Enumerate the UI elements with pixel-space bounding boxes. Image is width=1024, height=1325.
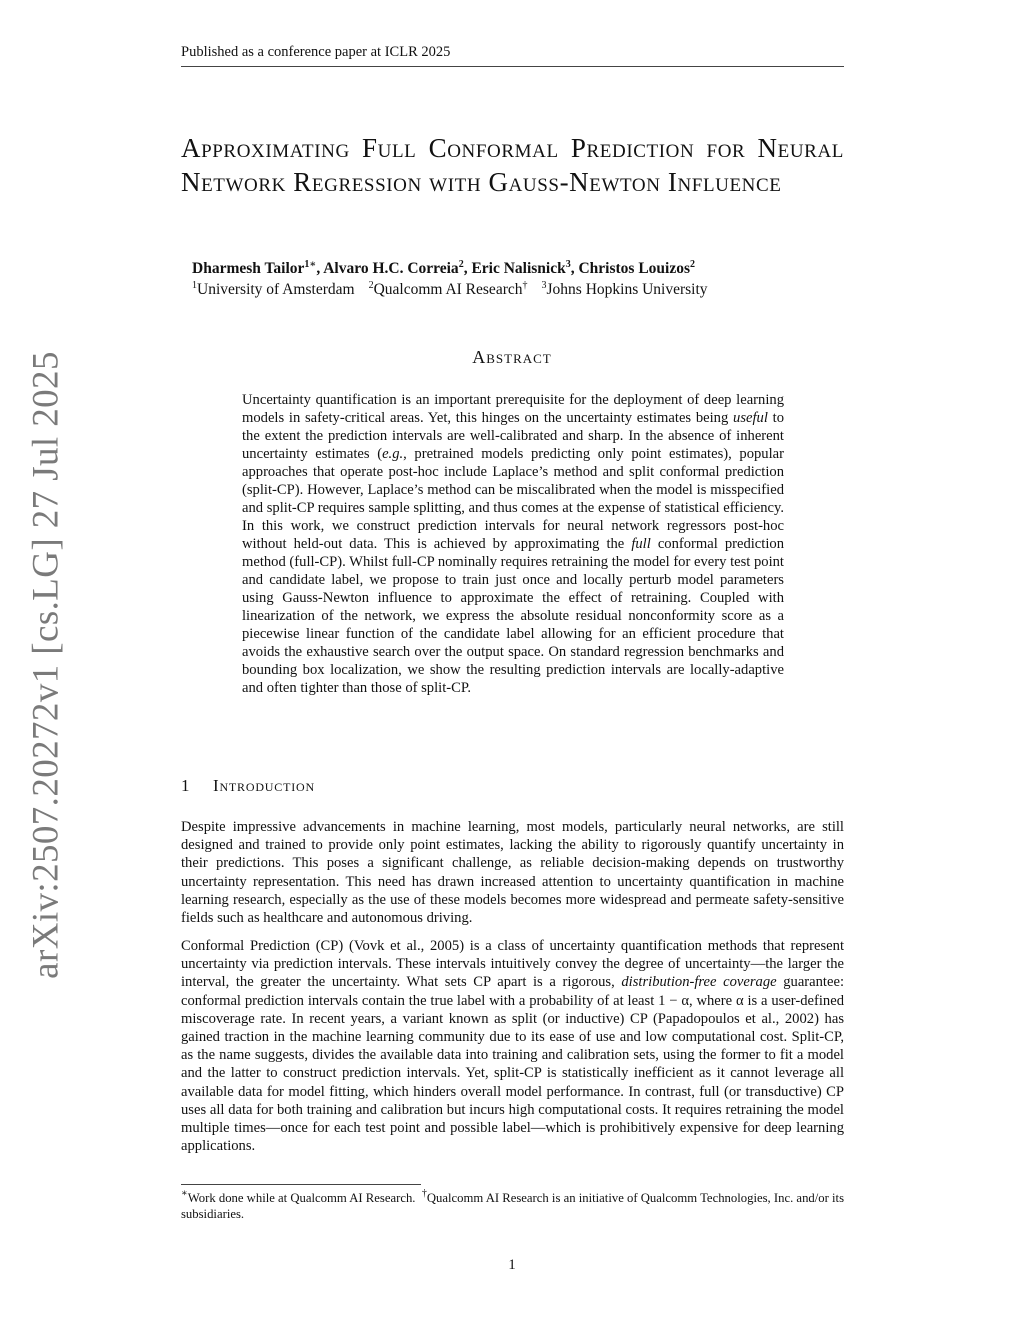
author-name: Christos Louizos — [578, 260, 691, 277]
abstract-emphasis: full — [631, 536, 651, 552]
intro-paragraph-1: Despite impressive advancements in machine learning, most models, particularly neural networks, are still designed and trained to provide only point estimates, lacking the ability to rigorously quantify uncertainty in their predictions. This poses a significant challenge, as reliable decision-making depends on trustworthy uncertainty representation. This need has drawn increased attention to uncertainty quantification in machine learning research, especially as the use of these models becomes more widespread and permeate safety-sensitive fields such as healthcare and autonomous driving. — [181, 819, 844, 927]
affil-sup: 2 — [368, 280, 374, 291]
page-number: 1 — [508, 1257, 516, 1273]
section-title: Introduction — [213, 776, 315, 795]
affil-name: Johns Hopkins University — [546, 281, 708, 298]
footnote-text: Qualcomm AI Research is an initiative of Qualcomm Technologies, Inc. and/or its subsidiaries. — [181, 1191, 845, 1221]
author-sup: 2 — [690, 259, 696, 270]
footnote-mark: † — [421, 1188, 427, 1199]
author-sup: 1∗ — [304, 259, 317, 270]
affil-sup: 3 — [541, 280, 547, 291]
paper-title: Approximating Full Conformal Prediction for Neural Network Regression with Gauss-Newton Influence — [181, 133, 844, 197]
abstract-emphasis: useful — [733, 410, 768, 426]
author-list: Dharmesh Tailor$^{1∗}$, Alvaro H.C. Correia$^2$, Eric Nalisnick$^3$, Christos Louizos$^2$ — [192, 259, 696, 277]
arxiv-id: arXiv:2507.20272v1 [cs.LG] 27 Jul 2025 — [25, 351, 67, 979]
abstract-body — [242, 391, 784, 697]
author-sup: 2 — [458, 259, 464, 270]
footnote-text: Work done while at Qualcomm AI Research. — [187, 1191, 416, 1205]
abstract-text: conformal prediction method (full-CP). Whilst full-CP nominally requires retraining the model for every test point and candidate label, we propose to train just once and locally perturb model parameters using Gauss-Newton influence to approximate the effect of retraining. Coupled with linearization of the network, we express the absolute residual nonconformity score as a piecewise linear function of the candidate label allowing for an efficient procedure that avoids the exhaustive search over the output space. On standard regression benchmarks and bounding box localization, we show the resulting prediction intervals are locally-adaptive and often tighter than those of split-CP. — [242, 536, 784, 696]
affil-sup: 1 — [192, 280, 197, 291]
paragraph-emphasis: distribution-free coverage — [621, 974, 777, 991]
abstract-text: Uncertainty quantification is an important prerequisite for the deployment of deep learning models in safety-critical areas. Yet, this hinges on the uncertainty estimates being — [242, 392, 784, 426]
paragraph-text: Conformal Prediction (CP) (Vovk et al., 2005) is a class of uncertainty quantification methods that represent uncertainty via prediction intervals. These intervals intuitively convey the degree of uncertainty—the larger the interval, the greater the uncertainty. What sets CP apart is a rigorous, — [181, 938, 844, 991]
abstract-text: , pretrained models predicting only point estimates), popular approaches that operate post-hoc include Laplace’s method and split conformal prediction (split-CP). However, Laplace’s method can be miscalibrated when the model is misspecified and split-CP requires sample splitting, and thus comes at the expense of statistical efficiency. In this work, we construct prediction intervals for neural network regressors post-hoc without held-out data. This is achieved by approximating the — [242, 446, 784, 552]
author-name: Alvaro H.C. Correia — [323, 260, 459, 277]
affil-name: Qualcomm AI Research — [373, 281, 523, 298]
section-heading — [181, 776, 844, 796]
author-name: Dharmesh Tailor — [192, 260, 305, 277]
affiliation-list — [192, 280, 832, 300]
intro-paragraph-2 — [181, 937, 844, 1155]
footnotes — [181, 1190, 844, 1222]
abstract-emphasis: e.g. — [382, 446, 404, 462]
section-number: 1 — [181, 776, 191, 795]
paragraph-text: guarantee: conformal prediction intervals contain the true label with a probability of at least 1 − α, where α is a user-defined miscoverage rate. In recent years, a variant known as split (or inductive) CP (Papadopoulos et al., 2002) has gained traction in the machine learning community due to its ease of use and low computational cost. Split-CP, as the name suggests, divides the available data into training and calibration sets, using the former to fit a model and the latter to construct prediction intervals. Yet, split-CP is statistically inefficient as it cannot leverage all available data for model fitting, which hinders overall model performance. In contrast, full (or transductive) CP uses all data for both training and calibration but incurs high computational costs. It requires retraining the model multiple times—once for each test point and possible label—which is prohibitively expensive for deep learning applications. — [181, 974, 844, 1155]
affil-mark: † — [522, 280, 528, 291]
footnote-mark: ∗ — [181, 1188, 188, 1199]
abstract-heading: Abstract — [472, 347, 552, 367]
affil-name: University of Amsterdam — [197, 281, 355, 298]
author-sup: 3 — [565, 259, 571, 270]
footnote-rule — [181, 1184, 421, 1185]
running-header: Published as a conference paper at ICLR 2025 — [181, 44, 844, 67]
abstract-text: to the extent the prediction intervals are well-calibrated and sharp. In the absence of inherent uncertainty estimates ( — [242, 410, 785, 462]
author-name: Eric Nalisnick — [471, 260, 566, 277]
